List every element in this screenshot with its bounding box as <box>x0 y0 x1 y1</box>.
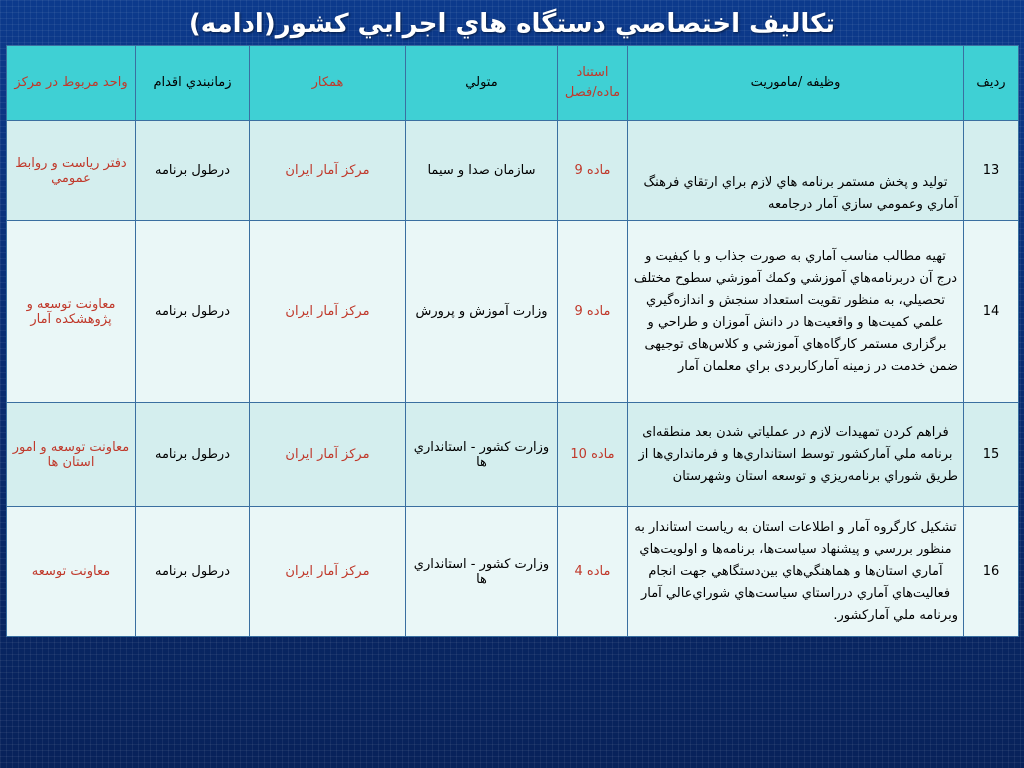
table-row <box>7 221 1019 403</box>
row-unit: دفتر رياست و روابط عمومي <box>7 121 136 221</box>
row-partner: مركز آمار ايران <box>250 507 406 637</box>
row-task: تهيه مطالب مناسب آماري به صورت جذاب و با كيفيت و درج آن دربرنامه‌هاي آموزشي وكمك آموزشي سطوح مختلف تحصيلي، به منظور تقويت استعداد سنجش و اندازه‌گيري علمي كميت‌ها و واقعيت‌ها در دانش آموزان و طراحي و برگزاری مستمر كارگاه‌هاي آموزشي و كلاس‌های توجيهی ضمن خدمت در زمينه آماركاربردی براي معلمان آمار <box>628 221 964 403</box>
row-partner: مركز آمار ايران <box>250 121 406 221</box>
row-owner: وزارت آموزش و پرورش <box>406 221 558 403</box>
header-index: رديف <box>964 46 1019 121</box>
row-index: 13 <box>964 121 1019 221</box>
row-timing: درطول برنامه <box>136 221 250 403</box>
table-row <box>7 507 1019 637</box>
row-reference: ماده 9 <box>558 121 628 221</box>
row-owner: وزارت كشور - استانداري ها <box>406 507 558 637</box>
header-timing: زمانبندي اقدام <box>136 46 250 121</box>
row-task: توليد و پخش مستمر برنامه هاي لازم براي ارتقاي فرهنگ آماري وعمومي سازي آمار درجامعه <box>628 121 964 221</box>
row-timing: درطول برنامه <box>136 403 250 507</box>
assignments-table <box>6 45 1019 637</box>
header-partner: همكار <box>250 46 406 121</box>
table-header-row <box>7 46 1019 121</box>
row-unit: معاونت توسعه و امور استان ها <box>7 403 136 507</box>
row-partner: مركز آمار ايران <box>250 221 406 403</box>
row-timing: درطول برنامه <box>136 121 250 221</box>
row-reference: ماده 4 <box>558 507 628 637</box>
row-partner: مركز آمار ايران <box>250 403 406 507</box>
row-index: 16 <box>964 507 1019 637</box>
row-index: 15 <box>964 403 1019 507</box>
table-row <box>7 121 1019 221</box>
table-row <box>7 403 1019 507</box>
row-unit: معاونت توسعه <box>7 507 136 637</box>
header-owner: متولي <box>406 46 558 121</box>
row-task: تشكيل كارگروه آمار و اطلاعات استان به رياست استاندار به منظور بررسي و پيشنهاد سياست‌ها، برنامه‌ها و اولويت‌هاي آماري استان‌ها و هماهنگي‌هاي بين‌دستگاهي جهت انجام فعاليت‌هاي آماري درراستاي سياست‌هاي شوراي‌عالي آمار وبرنامه ملي آماركشور. <box>628 507 964 637</box>
row-unit: معاونت توسعه و پژوهشكده آمار <box>7 221 136 403</box>
header-task: وظيفه /ماموريت <box>628 46 964 121</box>
row-owner: وزارت كشور - استانداري ها <box>406 403 558 507</box>
header-reference: استناد ماده/فصل <box>558 46 628 121</box>
row-reference: ماده 10 <box>558 403 628 507</box>
header-unit: واحد مربوط در مركز <box>7 46 136 121</box>
row-reference: ماده 9 <box>558 221 628 403</box>
row-timing: درطول برنامه <box>136 507 250 637</box>
row-owner: سازمان صدا و سيما <box>406 121 558 221</box>
slide-title: تكاليف اختصاصي دستگاه هاي اجرايي كشور(ادامه) <box>188 9 836 39</box>
row-index: 14 <box>964 221 1019 403</box>
row-task: فراهم كردن تمهيدات لازم در عملياتي شدن بعد منطقه‌ای برنامه ملي آماركشور توسط استانداري‌ها و فرمانداري‌ها از طريق شوراي برنامه‌ريزي و توسعه استان وشهرستان <box>628 403 964 507</box>
